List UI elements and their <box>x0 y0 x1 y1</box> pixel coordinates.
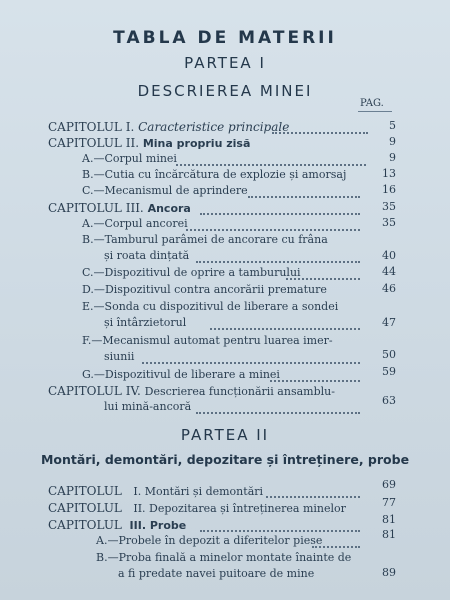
leader-dots <box>270 370 360 382</box>
toc-page-number: 69 <box>382 478 396 491</box>
leader-dots <box>248 186 360 198</box>
leader-dots <box>196 251 360 263</box>
toc-entry-section: A.—Corpul minei <box>82 152 177 165</box>
toc-entry-continuation: și roata dințată <box>104 249 190 262</box>
leader-dots <box>196 402 360 414</box>
part-2-subtitle: Montări, demontări, depozitare și întreținere, probe <box>40 452 410 467</box>
toc-entry-section: G.—Dispozitivul de liberare a minei <box>82 368 280 381</box>
leader-dots <box>272 122 368 134</box>
toc-entry-continuation: siunii <box>104 350 135 363</box>
leader-dots <box>266 486 360 498</box>
toc-entry-section: B.—Proba finală a minelor montate înainte de <box>96 551 352 564</box>
leader-dots <box>200 520 360 532</box>
part-2-heading: PARTEA II <box>180 426 270 444</box>
toc-entry-part2-chapter-3: CAPITOLUL III. Probe <box>48 518 187 532</box>
toc-page-number: 89 <box>382 566 396 579</box>
toc-entry-section: B.—Cutia cu încărcătura de explozie și amorsaj <box>82 168 347 181</box>
page-column-label: PAG. <box>360 98 384 109</box>
toc-page-number: 9 <box>389 135 396 148</box>
part-1-subtitle: DESCRIEREA MINEI <box>137 82 313 100</box>
toc-entry-section: A.—Probele în depozit a diferitelor piese <box>96 534 323 547</box>
toc-page-number: 46 <box>382 282 396 295</box>
toc-page-number: 35 <box>382 216 396 229</box>
toc-entry-section: C.—Mecanismul de aprindere <box>82 184 248 197</box>
leader-dots <box>210 318 360 330</box>
toc-entry-section: A.—Corpul ancorei <box>82 217 188 230</box>
toc-page-number: 77 <box>382 496 396 509</box>
toc-page-number: 50 <box>382 348 396 361</box>
leader-dots <box>186 219 360 231</box>
toc-page-number: 63 <box>382 394 396 407</box>
toc-entry-section: D.—Dispozitivul contra ancorării premature <box>82 283 327 296</box>
toc-entry-continuation: și întârzietorul <box>104 316 187 329</box>
leader-dots <box>200 203 360 215</box>
toc-entry-part2-chapter-1: CAPITOLUL I. Montări și demontări <box>48 484 264 498</box>
toc-entry-chapter-2: CAPITOLUL II. Mina propriu zisă <box>48 136 251 150</box>
toc-entry-section: B.—Tamburul parâmei de ancorare cu frâna <box>82 233 328 246</box>
part-1-heading: PARTEA I <box>184 54 266 72</box>
toc-entry-continuation: a fi predate navei puitoare de mine <box>118 567 315 580</box>
leader-dots <box>286 268 360 280</box>
toc-page-number: 59 <box>382 365 396 378</box>
toc-entry-section: F.—Mecanismul automat pentru luarea imer- <box>82 334 333 347</box>
toc-page-number: 47 <box>382 316 396 329</box>
leader-dots <box>176 154 366 166</box>
leader-dots <box>142 352 360 364</box>
toc-page-number: 13 <box>382 167 396 180</box>
toc-page-number: 9 <box>389 151 396 164</box>
toc-page-number: 5 <box>389 119 396 132</box>
toc-page-number: 16 <box>382 183 396 196</box>
leader-dots <box>312 536 360 548</box>
toc-entry-section: C.—Dispozitivul de oprire a tamburului <box>82 266 301 279</box>
toc-entry-chapter-4: CAPITOLUL IV. Descrierea funcționării ansamblu- <box>48 384 335 398</box>
toc-entry-section: E.—Sonda cu dispozitivul de liberare a sondei <box>82 300 339 313</box>
toc-entry-chapter-3: CAPITOLUL III. Ancora <box>48 201 191 215</box>
toc-page-number: 81 <box>382 513 396 526</box>
toc-page-number: 35 <box>382 200 396 213</box>
toc-page-number: 44 <box>382 265 396 278</box>
toc-page-number: 81 <box>382 528 396 541</box>
toc-entry-part2-chapter-2: CAPITOLUL II. Depozitarea și întreținerea minelor <box>48 501 346 515</box>
toc-entry-continuation: lui mină-ancoră <box>104 400 192 413</box>
page-column-rule <box>358 111 392 112</box>
toc-page-number: 40 <box>382 249 396 262</box>
toc-entry-chapter-1: CAPITOLUL I. Caracteristice principale <box>48 120 290 134</box>
document-title: TABLA DE MATERII <box>113 28 337 48</box>
